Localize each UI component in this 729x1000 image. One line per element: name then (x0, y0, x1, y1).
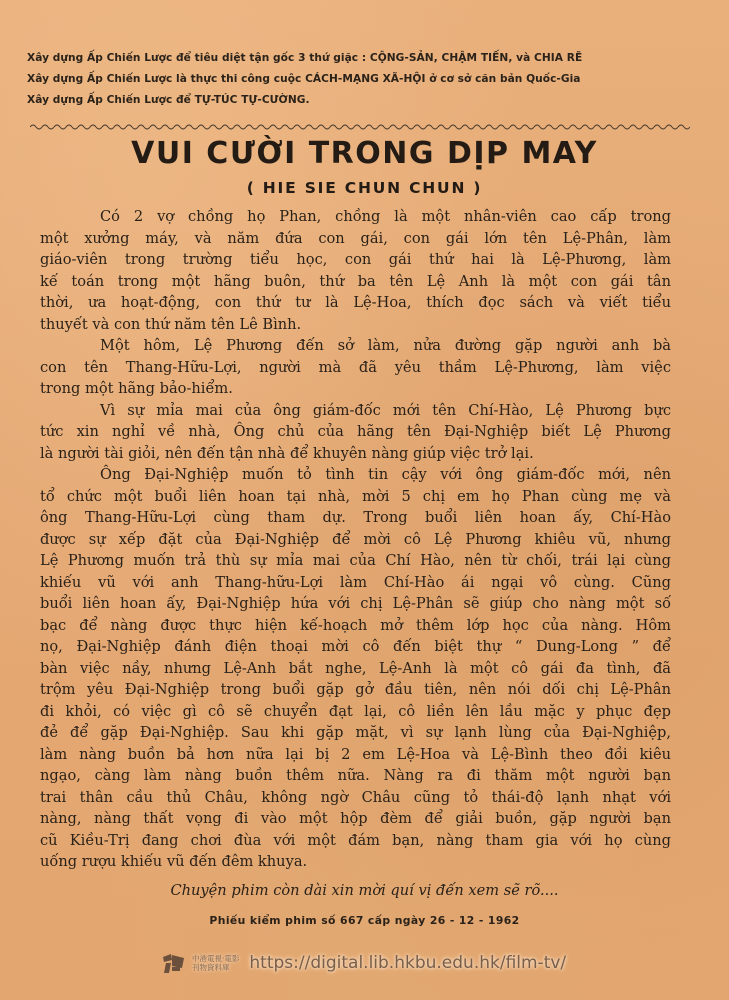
text-line: ngạo, càng làm nàng buồn thêm nữa. Nàng ra đi thăm một người bạn (40, 767, 671, 784)
slogan-block (27, 48, 707, 111)
text-line: giáo-viên trong trường tiểu học, con gái thứ hai là Lệ-Phương, làm (40, 251, 671, 268)
slogan-line: Xây dựng Ấp Chiến Lược để TỰ-TÚC TỰ-CƯỜNG. (27, 94, 310, 106)
text-line: là người tài giỏi, nên đến tận nhà để khuyên nàng giúp việc trở lại. (40, 444, 534, 462)
text-line: tức xin nghỉ về nhà, Ông chủ của hãng tên Đại-Nghiệp biết Lệ Phương (40, 423, 671, 440)
text-line: cũ Kiều-Trị đang chơi đùa với một đám bạn, nàng tham gia với họ cùng (40, 831, 671, 849)
film-title: VUI CƯỜI TRONG DỊP MAY (131, 136, 598, 171)
synopsis-paragraph (40, 464, 671, 873)
text-line: bạc để nàng được thực hiện kế-hoạch mở thêm lớp học của nàng. Hôm (40, 616, 671, 634)
archive-name-line: 刊物資料庫 (192, 963, 230, 972)
text-line: trộm yêu Đại-Nghiệp trong buổi gặp gở đầu tiên, nên nói dối chị Lệ-Phân (40, 681, 671, 698)
text-line: một xưởng máy, và năm đứa con gái, con gái lớn tên Lệ-Phân, làm (40, 229, 671, 247)
text-line: Ông Đại-Nghiệp muốn tỏ tình tin cậy với ông giám-đốc mới, nên (100, 466, 671, 483)
synopsis-paragraph (40, 400, 671, 465)
film-subtitle: ( HIE SIE CHUN CHUN ) (246, 179, 483, 197)
text-line: thời, ưa hoạt-động, con thứ tư là Lệ-Hoa, thích đọc sách và viết tiểu (40, 294, 671, 311)
synopsis-paragraph (40, 206, 671, 335)
text-line: khiếu vũ với anh Thang-hữu-Lợi làm Chí-Hào ái ngại vô cùng. Cũng (40, 573, 671, 591)
text-line: thuyết và con thứ năm tên Lê Bình. (40, 315, 302, 333)
text-line: tổ chức một buổi liên hoan tại nhà, mời 5 chị em họ Phan cùng mẹ và (40, 487, 671, 505)
text-line: trong một hãng bảo-hiểm. (40, 380, 233, 397)
text-line: Có 2 vợ chồng họ Phan, chồng là một nhân-viên cao cấp trong (100, 208, 671, 225)
archive-url: https://digital.lib.hkbu.edu.hk/film-tv/ (249, 953, 567, 973)
text-line: làm nàng buồn bả hơn nữa lại bị 2 em Lệ-Hoa và Lệ-Bình theo đồi kiêu (40, 745, 671, 763)
text-line: Một hôm, Lệ Phương đến sở làm, nửa đường gặp người anh bà (100, 337, 671, 354)
text-line: được sự xếp đặt của Đại-Nghiệp để mời cô Lệ Phương khiêu vũ, nhưng (40, 530, 671, 548)
text-line: kế toán trong một hãng buôn, thứ ba tên Lệ Anh là một con gái tân (40, 272, 671, 290)
text-line: đi khỏi, có việc gì cô sẽ chuyển đạt lại, cô liền lên lầu mặc y phục đẹp (40, 702, 671, 720)
text-line: Vì sự mỉa mai của ông giám-đốc mới tên Chí-Hào, Lệ Phương bực (100, 401, 671, 419)
synopsis-body (40, 206, 671, 873)
text-line: trai thân cầu thủ Châu, không ngờ Châu cũng tỏ thái-độ lạnh nhạt với (40, 788, 671, 806)
slogan-line: Xây dựng Ấp Chiến Lược để tiêu diệt tận gốc 3 thứ giặc : CỘNG-SẢN, CHẬM TIẾN, và CHIA RẼ (27, 52, 583, 64)
text-line: nàng, nàng thất vọng đi vào một hộp đèm để giải buồn, gặp người bạn (40, 810, 671, 827)
text-line: Lệ Phương muốn trả thù sự mỉa mai của Chí Hào, nên từ chối, trái lại cùng (40, 552, 671, 569)
archive-watermark (160, 950, 566, 976)
text-line: con tên Thang-Hữu-Lợi, người mà đã yêu thầm Lệ-Phương, làm việc (40, 358, 671, 376)
text-line: ông Thang-Hữu-Lợi cùng tham dự. Trong buổi liên hoan ấy, Chí-Hào (40, 509, 671, 526)
text-line: đẻ để gặp Đại-Nghiệp. Sau khi gặp mặt, vì sự lạnh lùng của Đại-Nghiệp, (40, 724, 671, 741)
archive-name (192, 954, 239, 972)
text-line: uống rượu khiếu vũ đến đêm khuya. (40, 853, 308, 870)
text-line: bàn việc nầy, nhưng Lệ-Anh bắt nghe, Lệ-Anh là một cô gái đa tình, đã (40, 659, 671, 677)
slogan-line: Xây dựng Ấp Chiến Lược là thực thi công cuộc CÁCH-MẠNG XÃ-HỘI ở cơ sở căn bản Quốc-Gia (27, 73, 581, 85)
text-line: nọ, Đại-Nghiệp đánh điện thoại mời cô đến biệt thự “ Dung-Long ” để (40, 638, 671, 655)
synopsis-paragraph (40, 335, 671, 400)
censor-certificate-note: Phiếu kiểm phim số 667 cấp ngày 26 - 12 - 1962 (209, 914, 520, 927)
film-archive-logo-icon (160, 951, 186, 975)
archive-name-line: 中港電視‧電影 (192, 954, 240, 963)
closing-line: Chuyện phim còn dài xin mời quí vị đến xem sẽ rõ.... (170, 882, 559, 899)
text-line: buổi liên hoan ấy, Đại-Nghiệp hứa với chị Lệ-Phân sẽ giúp cho nàng một số (40, 595, 671, 612)
